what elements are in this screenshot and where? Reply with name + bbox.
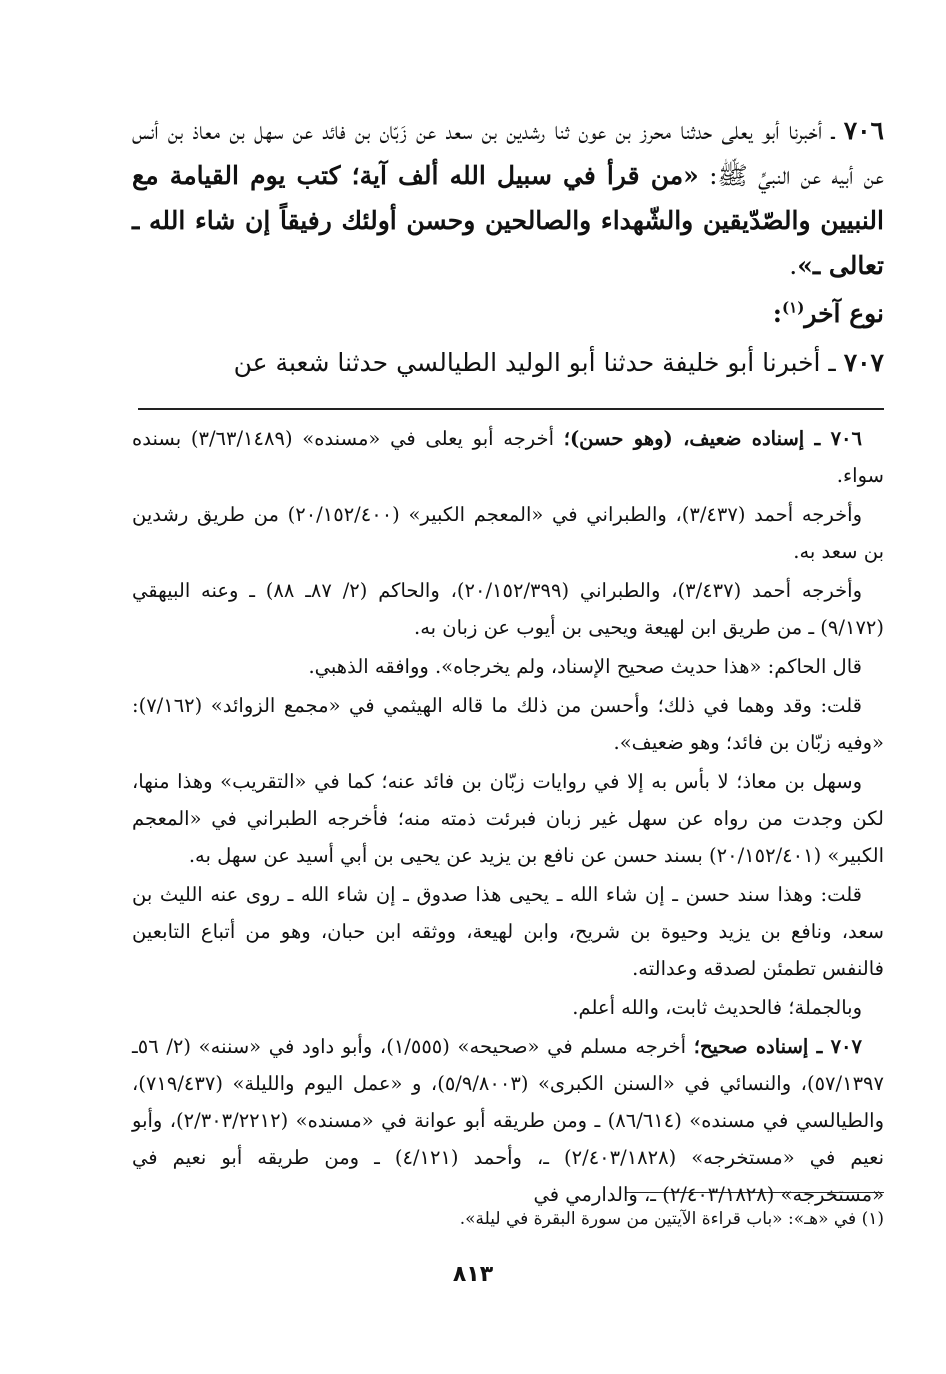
hadith-706-end: . (789, 251, 798, 280)
hadith-706 (132, 108, 884, 288)
note-707-intro (132, 1028, 884, 1213)
commentary (132, 420, 884, 1215)
hadith-706-isnad: ـ أخبرنا أبو يعلى حدثنا محرز بن عون ثنا رشدين بن سعد عن زَبّان بن فائد عن سهل بن معاذ بن أنس عن أبيه عن النبيِّ ﷺ: (132, 116, 884, 190)
note-paragraph: قلت: وقد وهما في ذلك؛ وأحسن من ذلك ما قاله الهيثمي في «مجمع الزوائد» (٧/١٦٢): «وفيه زبّان بن فائد؛ وهو ضعيف». (132, 694, 884, 754)
main-text (132, 108, 884, 385)
hadith-707-number: ٧٠٧ (843, 348, 884, 377)
note-paragraph: وأخرجه أحمد (٣/٤٣٧)، والطبراني (٢٠/١٥٢/٣٩٩)، والحاكم (٢/ ٨٧ـ ٨٨) ـ وعنه البيهقي (٩/١٧٢) ـ من طريق ابن لهيعة ويحيى بن أيوب عن زبان به. (132, 579, 884, 639)
note-paragraph: وسهل بن معاذ؛ لا بأس به إلا في روايات زبّان بن فائد عنه؛ كما في «التقريب» وهذا منها، لكن وجدت من رواه عن سهل غير زبان فبرئت ذمته منه؛ فأخرجه الطبراني في «المعجم الكبير» (٢٠/١٥٢/٤٠١) بسند حسن عن نافع بن يزيد عن يحيى بن أبي أسيد عن سهل به. (132, 770, 884, 867)
hadith-707-text: ـ أخبرنا أبو خليفة حدثنا أبو الوليد الطيالسي حدثنا شعبة عن (233, 348, 844, 377)
footnote-number: (١) (861, 1209, 884, 1229)
footnote-text: في «هـ»: «باب قراءة الآيتين من سورة البقرة في ليلة». (459, 1209, 857, 1229)
footnote-marker: (١) (782, 298, 805, 317)
footnote-rule (626, 1192, 884, 1193)
note-paragraph: وبالجملة؛ فالحديث ثابت، والله أعلم. (572, 996, 862, 1019)
note-paragraph: قال الحاكم: «هذا حديث صحيح الإسناد، ولم يخرجاه». ووافقه الذهبي. (308, 655, 862, 678)
note-paragraph: قلت: وهذا سند حسن ـ إن شاء الله ـ يحيى هذا صدوق ـ إن شاء الله ـ روى عنه الليث بن سعد، ونافع بن يزيد وحيوة بن شريح، وابن لهيعة، ووثقه ابن حبان، وهو من أتباع التابعين فالنفس تطمئن لصدقه وعدالته. (132, 883, 884, 980)
note-paragraph: وأخرجه أحمد (٣/٤٣٧)، والطبراني في «المعجم الكبير» (٢٠/١٥٢/٤٠٠) من طريق رشدين بن سعد به. (132, 503, 884, 563)
section-heading (132, 288, 884, 340)
hadith-706-number: ٧٠٦ (843, 116, 884, 145)
separator-rule (138, 408, 884, 410)
note-707-text: أخرجه مسلم في «صحيحه» (١/٥٥٥)، وأبو داود في «سننه» (٢/ ٥٦ـ ٥٧/١٣٩٧)، والنسائي في «السنن الكبرى» (٥/٩/٨٠٠٣)، و «عمل اليوم والليلة» (٧١٩/٤٣٧)، والطيالسي في مسنده» (٨٦/٦١٤) ـ ومن طريقه أبو عوانة في «مسنده» (٢/٣٠٣/٢٢١٢)، وأبو نعيم في «مستخرجه» (٢/٤٠٣/١٨٢٨) ـ، وأحمد (٤/١٢١) ـ ومن طريقه أبو نعيم في «مستخرجه» (٢/٤٠٣/١٨٢٨) ـ، والدارمي في (132, 1035, 885, 1206)
hadith-706-matn: «من قرأ في سبيل الله ألف آية؛ كتب يوم القيامة مع النبيين والصّدّيقين والشّهداء والصالحين وحسن أولئك رفيقاً إن شاء الله ـ تعالى ـ» (132, 161, 884, 280)
section-heading-text: نوع آخر (804, 299, 884, 328)
note-706-intro (132, 420, 884, 494)
note-707-lead: ٧٠٧ ـ إسناده صحيح؛ (693, 1035, 862, 1058)
hadith-707 (132, 340, 884, 385)
section-heading-colon: : (772, 299, 783, 328)
page-number: ٨١٣ (452, 1262, 494, 1287)
note-706-lead: ٧٠٦ ـ إسناده ضعيف، (وهو حسن)؛ (563, 427, 862, 450)
footnote (132, 1204, 884, 1234)
note-706-text: أخرجه أبو يعلى في «مسنده» (٣/٦٣/١٤٨٩) بسنده سواء. (132, 427, 884, 487)
